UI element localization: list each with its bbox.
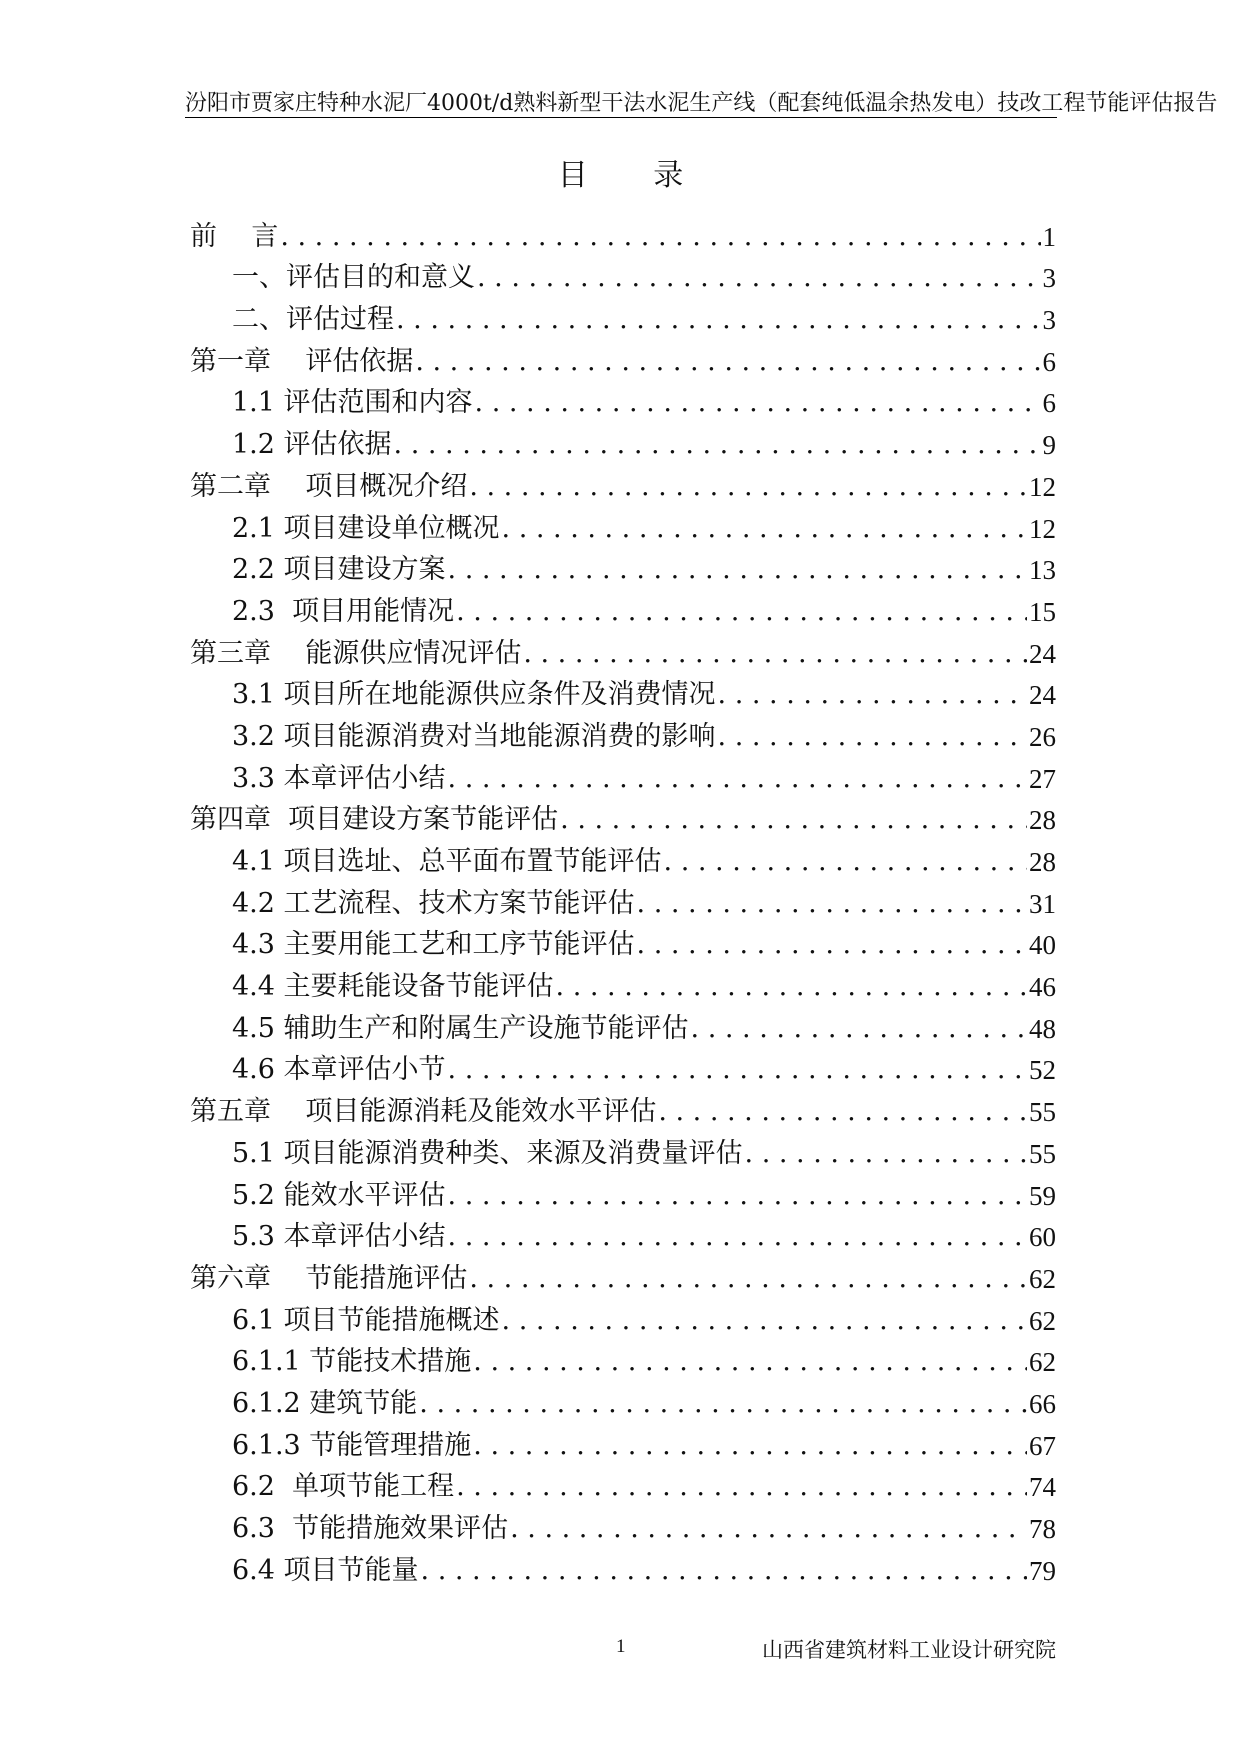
toc-entry[interactable] — [190, 294, 1056, 336]
toc-entry-label: 5.1 项目能源消费种类、来源及消费量评估 — [190, 1138, 743, 1170]
toc-entry-page: 9 — [1042, 430, 1056, 461]
toc-leader-dots — [637, 888, 1027, 920]
toc-entry[interactable] — [190, 1337, 1056, 1379]
toc-leader-dots — [745, 1138, 1027, 1170]
toc-entry-page: 31 — [1029, 888, 1056, 919]
toc-entry-page: 46 — [1029, 972, 1056, 1003]
toc-leader-dots — [448, 554, 1027, 586]
toc-entry-page: 3 — [1042, 263, 1056, 294]
footer-page-number: 1 — [616, 1636, 626, 1657]
toc-entry-page: 27 — [1029, 763, 1056, 794]
toc-entry[interactable] — [190, 1462, 1056, 1504]
toc-entry-label: 第六章 节能措施评估 — [190, 1262, 468, 1294]
toc-leader-dots — [448, 1180, 1027, 1212]
toc-leader-dots — [456, 1471, 1027, 1503]
toc-leader-dots — [718, 721, 1027, 753]
toc-entry-label: 6.1.1 节能技术措施 — [190, 1346, 471, 1378]
toc-entry-label: 3.1 项目所在地能源供应条件及消费情况 — [190, 679, 716, 711]
toc-entry-label: 第一章 评估依据 — [190, 345, 414, 377]
toc-entry-label: 4.3 主要用能工艺和工序节能评估 — [190, 929, 635, 961]
toc-entry-label: 2.1 项目建设单位概况 — [190, 513, 500, 545]
toc-entry[interactable] — [190, 1378, 1056, 1420]
toc-entry-page: 26 — [1029, 721, 1056, 752]
toc-leader-dots — [456, 596, 1027, 628]
toc-entry-label: 5.3 本章评估小结 — [190, 1221, 446, 1253]
toc-entry-label: 2.2 项目建设方案 — [190, 554, 446, 586]
toc-leader-dots — [448, 1054, 1027, 1086]
toc-entry[interactable] — [190, 1545, 1056, 1587]
toc-entry-page: 15 — [1029, 596, 1056, 627]
toc-entry-label: 3.3 本章评估小结 — [190, 763, 446, 795]
toc-entry-page: 3 — [1042, 305, 1056, 336]
toc-entry-page: 79 — [1029, 1555, 1056, 1586]
toc-entry[interactable] — [190, 461, 1056, 503]
toc-entry[interactable] — [190, 711, 1056, 753]
toc-entry-label: 6.1 项目节能措施概述 — [190, 1305, 500, 1337]
toc-entry-label: 1.2 评估依据 — [190, 429, 392, 461]
toc-entry[interactable] — [190, 1128, 1056, 1170]
toc-leader-dots — [473, 1346, 1027, 1378]
toc-leader-dots — [396, 304, 1041, 336]
toc-entry-label: 4.5 辅助生产和附属生产设施节能评估 — [190, 1013, 689, 1045]
toc-entry-label: 第三章 能源供应情况评估 — [190, 637, 522, 669]
toc-entry[interactable] — [190, 753, 1056, 795]
toc-leader-dots — [556, 971, 1027, 1003]
toc-leader-dots — [415, 346, 1040, 378]
toc-leader-dots — [523, 638, 1027, 670]
toc-entry-page: 24 — [1029, 638, 1056, 669]
toc-title: 目 录 — [557, 158, 712, 193]
toc-leader-dots — [469, 1263, 1027, 1295]
toc-leader-dots — [637, 929, 1027, 961]
toc-entry-label: 5.2 能效水平评估 — [190, 1180, 446, 1212]
toc-entry[interactable] — [190, 628, 1056, 670]
toc-leader-dots — [502, 1305, 1027, 1337]
toc-entry-label: 前 言 — [190, 220, 279, 252]
footer-organization: 山西省建筑材料工业设计研究院 — [762, 1638, 1056, 1662]
toc-entry-label: 第四章 项目建设方案节能评估 — [190, 804, 559, 836]
toc-entry[interactable] — [190, 419, 1056, 461]
toc-entry[interactable] — [190, 1420, 1056, 1462]
toc-entry-page: 78 — [1029, 1514, 1056, 1544]
toc-entry-page: 1 — [1042, 221, 1056, 252]
toc-entry[interactable] — [190, 836, 1056, 878]
toc-entry-label: 6.1.3 节能管理措施 — [190, 1430, 471, 1462]
toc-leader-dots — [510, 1513, 1027, 1545]
toc-entry-page: 12 — [1029, 513, 1056, 544]
toc-entry[interactable] — [190, 920, 1056, 962]
toc-entry[interactable] — [190, 795, 1056, 837]
toc-entry[interactable] — [190, 670, 1056, 712]
toc-entry[interactable] — [190, 1003, 1056, 1045]
toc-leader-dots — [280, 221, 1040, 253]
toc-entry[interactable] — [190, 1045, 1056, 1087]
toc-entry-label: 3.2 项目能源消费对当地能源消费的影响 — [190, 721, 716, 753]
toc-entry-label: 二、评估过程 — [190, 304, 394, 336]
toc-entry[interactable] — [190, 1212, 1056, 1254]
toc-entry[interactable] — [190, 1503, 1056, 1545]
toc-entry-page: 66 — [1029, 1388, 1056, 1419]
toc-leader-dots — [560, 804, 1027, 836]
toc-entry-label: 2.3 项目用能情况 — [190, 596, 454, 628]
toc-entry-page: 40 — [1029, 930, 1056, 961]
toc-entry-page: 55 — [1029, 1097, 1056, 1128]
toc-entry-page: 62 — [1029, 1305, 1056, 1336]
toc-entry-label: 1.1 评估范围和内容 — [190, 387, 473, 419]
table-of-contents — [190, 211, 1056, 1587]
toc-entry[interactable] — [190, 545, 1056, 587]
toc-leader-dots — [394, 429, 1041, 461]
toc-entry-label: 一、评估目的和意义 — [190, 262, 475, 294]
toc-leader-dots — [469, 471, 1027, 503]
toc-entry-page: 60 — [1029, 1222, 1056, 1253]
toc-entry-page: 74 — [1029, 1472, 1056, 1503]
toc-leader-dots — [477, 262, 1041, 294]
running-header: 汾阳市贾家庄特种水泥厂4000t/d熟料新型干法水泥生产线（配套纯低温余热发电）技改工程节能评估报告 — [185, 91, 1218, 116]
toc-entry[interactable] — [190, 253, 1056, 295]
toc-entry[interactable] — [190, 1170, 1056, 1212]
toc-entry-page: 62 — [1029, 1263, 1056, 1294]
toc-entry-page: 59 — [1029, 1180, 1056, 1211]
toc-entry-page: 6 — [1042, 346, 1056, 377]
toc-entry-page: 62 — [1029, 1347, 1056, 1378]
toc-entry-label: 4.2 工艺流程、技术方案节能评估 — [190, 888, 635, 920]
toc-entry-label: 6.4 项目节能量 — [190, 1555, 419, 1587]
toc-entry-page: 67 — [1029, 1430, 1056, 1461]
toc-entry-page: 48 — [1029, 1013, 1056, 1044]
toc-leader-dots — [664, 846, 1027, 878]
toc-entry-page: 13 — [1029, 555, 1056, 586]
toc-entry[interactable] — [190, 1086, 1056, 1128]
toc-entry[interactable] — [190, 1253, 1056, 1295]
toc-entry-page: 12 — [1029, 471, 1056, 502]
toc-entry-label: 4.6 本章评估小节 — [190, 1054, 446, 1086]
header-rule — [185, 117, 1057, 118]
toc-leader-dots — [475, 387, 1041, 419]
toc-entry[interactable] — [190, 336, 1056, 378]
toc-entry-label: 第二章 项目概况介绍 — [190, 470, 468, 502]
toc-entry[interactable] — [190, 1295, 1056, 1337]
toc-entry[interactable] — [190, 961, 1056, 1003]
toc-leader-dots — [473, 1430, 1027, 1462]
toc-entry-page: 28 — [1029, 805, 1056, 836]
toc-entry-page: 6 — [1042, 388, 1056, 419]
toc-entry-page: 55 — [1029, 1138, 1056, 1169]
toc-entry-label: 4.4 主要耗能设备节能评估 — [190, 971, 554, 1003]
toc-leader-dots — [421, 1555, 1027, 1587]
toc-entry-label: 第五章 项目能源消耗及能效水平评估 — [190, 1096, 657, 1128]
toc-entry[interactable] — [190, 378, 1056, 420]
toc-entry-label: 6.3 节能措施效果评估 — [190, 1513, 508, 1545]
toc-leader-dots — [718, 679, 1027, 711]
toc-leader-dots — [691, 1013, 1027, 1045]
toc-leader-dots — [448, 1221, 1027, 1253]
toc-entry[interactable] — [190, 586, 1056, 628]
toc-entry-page: 28 — [1029, 847, 1056, 877]
toc-entry[interactable] — [190, 211, 1056, 253]
toc-leader-dots — [502, 513, 1027, 545]
toc-entry-page: 52 — [1029, 1055, 1056, 1086]
toc-entry-label: 6.1.2 建筑节能 — [190, 1388, 417, 1420]
toc-entry-page: 24 — [1029, 680, 1056, 711]
toc-entry-label: 6.2 单项节能工程 — [190, 1471, 454, 1503]
toc-entry[interactable] — [190, 503, 1056, 545]
toc-entry-label: 4.1 项目选址、总平面布置节能评估 — [190, 846, 662, 878]
toc-entry[interactable] — [190, 878, 1056, 920]
toc-leader-dots — [658, 1096, 1027, 1128]
toc-leader-dots — [448, 763, 1027, 795]
toc-leader-dots — [419, 1388, 1027, 1420]
